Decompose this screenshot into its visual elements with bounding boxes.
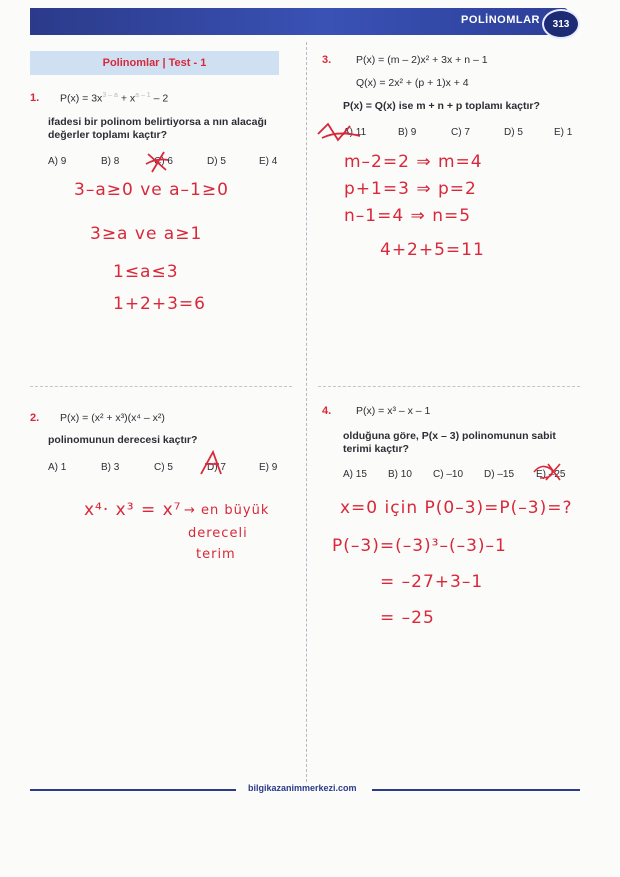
q3-work-line2: p+1=3 ⇒ p=2 (344, 179, 477, 199)
q2-option-a[interactable]: A) 1 (48, 462, 67, 473)
q4-number: 4. (322, 405, 332, 417)
q1-exponent-1: 3 – a (102, 92, 118, 99)
q1-expression: $P(x) = 3x^{3 - a} + x^{a - 1} - 2$ (60, 92, 169, 105)
q1-prompt-line2: değerler toplamı kaçtır? (48, 129, 168, 141)
q4-option-a[interactable]: A) 15 (343, 469, 367, 480)
q4-expression: P(x) = x³ – x – 1 (356, 405, 431, 417)
q2-expression: P(x) = (x² + x³)(x⁴ – x²) (60, 412, 165, 424)
q3-line1: P(x) = (m – 2)x² + 3x + n – 1 (356, 54, 488, 66)
q1-work-line1: 3–a≥0 ve a–1≥0 (74, 180, 229, 200)
q4-work-line2: P(–3)=(–3)³–(–3)–1 (332, 536, 507, 556)
footer-website: bilgikazanimmerkezi.com (248, 783, 357, 793)
q1-option-c[interactable]: C) 6 (154, 156, 173, 167)
q3-option-d[interactable]: D) 5 (504, 127, 523, 138)
q2-option-c[interactable]: C) 5 (154, 462, 173, 473)
q2-work-line3: dereceli (188, 526, 248, 541)
q1-answer-mark (146, 150, 170, 174)
q3-option-c[interactable]: C) 7 (451, 127, 470, 138)
q3-work-line3: n–1=4 ⇒ n=5 (344, 206, 472, 226)
q2-work-line4: terim (196, 547, 236, 562)
q4-answer-mark (532, 462, 562, 482)
q1-work-line4: 1+2+3=6 (113, 294, 206, 314)
page-number: 313 (542, 9, 580, 39)
q1-number: 1. (30, 92, 40, 104)
q3-prompt: P(x) = Q(x) ise m + n + p toplamı kaçtır? (343, 100, 540, 112)
q4-option-e[interactable]: E) –25 (536, 469, 566, 480)
q2-work-line1: x⁴· x³ = x⁷ (84, 500, 182, 520)
q3-answer-mark (316, 120, 362, 144)
q2-prompt: polinomunun derecesi kaçtır? (48, 434, 198, 446)
q3-option-a[interactable]: A) 11 (343, 127, 367, 138)
row-divider-right (318, 386, 580, 387)
q4-work-line3: = –27+3–1 (380, 572, 484, 592)
q4-option-d[interactable]: D) –15 (484, 469, 515, 480)
q3-option-b[interactable]: B) 9 (398, 127, 417, 138)
q4-prompt-line1: olduğuna göre, P(x – 3) polinomunun sabit (343, 430, 556, 442)
q3-option-e[interactable]: E) 1 (554, 127, 573, 138)
q1-exponent-2: a – 1 (135, 92, 151, 99)
q4-work-line1: x=0 için P(0–3)=P(–3)=? (340, 498, 573, 518)
footer-line-left (30, 789, 236, 791)
q2-work-line2: → en büyük (184, 503, 270, 518)
q3-line2: Q(x) = 2x² + (p + 1)x + 4 (356, 77, 469, 89)
chapter-title: POLİNOMLAR (461, 14, 540, 26)
q1-option-d[interactable]: D) 5 (207, 156, 226, 167)
q2-option-d[interactable]: D) 7 (207, 462, 226, 473)
q3-number: 3. (322, 54, 332, 66)
q3-work-line4: 4+2+5=11 (380, 240, 485, 260)
footer-line-right (372, 789, 580, 791)
column-divider (306, 42, 307, 782)
q1-work-line3: 1≤a≤3 (113, 262, 179, 282)
q1-option-e[interactable]: E) 4 (259, 156, 278, 167)
q1-option-a[interactable]: A) 9 (48, 156, 67, 167)
q2-option-b[interactable]: B) 3 (101, 462, 120, 473)
q4-prompt-line2: terimi kaçtır? (343, 443, 409, 455)
test-label: Polinomlar | Test - 1 (30, 51, 279, 75)
q4-work-line4: = –25 (380, 608, 435, 628)
q2-number: 2. (30, 412, 40, 424)
q4-option-c[interactable]: C) –10 (433, 469, 464, 480)
row-divider-left (30, 386, 292, 387)
q2-answer-mark (199, 450, 225, 478)
q1-option-b[interactable]: B) 8 (101, 156, 120, 167)
q1-work-line2: 3≥a ve a≥1 (90, 224, 203, 244)
q2-option-e[interactable]: E) 9 (259, 462, 278, 473)
q4-option-b[interactable]: B) 10 (388, 469, 412, 480)
q1-prompt-line1: ifadesi bir polinom belirtiyorsa a nın alacağı (48, 116, 267, 128)
q3-work-line1: m–2=2 ⇒ m=4 (344, 152, 483, 172)
